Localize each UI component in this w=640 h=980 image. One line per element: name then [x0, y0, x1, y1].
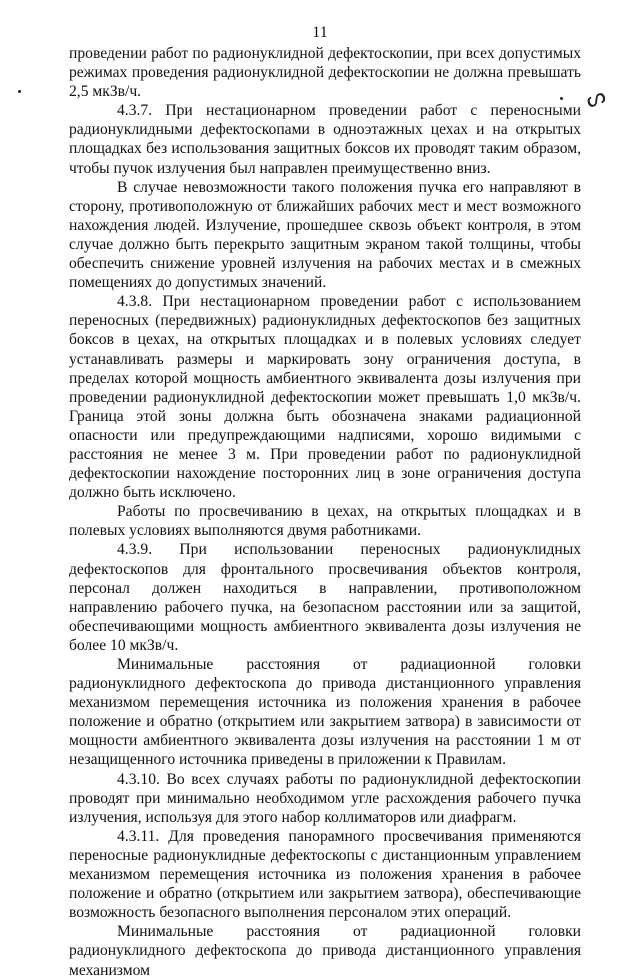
paragraph: В случае невозможности такого положения пучка его направляют в сторону, противоположную от ближайших рабочих мест и мест возможного нахождения людей. Излучение, прошедшее сквозь объект контроля, в этом случае должно быть перекрыто защитным экраном такой толщины, чтобы обеспечить снижение уровней излучения на рабочих местах и в смежных помещениях до допустимых значений. — [69, 178, 581, 292]
paragraph: Минимальные расстояния от радиационной головки радионуклидного дефектоскопа до привода дистанционного управления механизмом перемещения источника из положения хранения в рабочее положение и обратно (открытием или закрытием затвора) в зависимости от мощности амбиентного эквивалента дозы излучения на расстоянии 1 м от незащищенного источника приведены в приложении к Правилам. — [69, 656, 581, 769]
paragraph-continuation: проведении работ по радионуклидной дефектоскопии, при всех допустимых режимах проведения радионуклидной дефектоскопии не должна превышать 2,5 мкЗв/ч. — [69, 45, 581, 101]
handwritten-mark: ᔕ — [582, 83, 610, 114]
paragraph-4-3-11: 4.3.11. Для проведения панорамного просвечивания применяются переносные радионуклидные дефектоскопы с дистанционным управлением механизмом перемещения источника из положения хранения в рабочее положение и обратно (открытием или закрытием затвора), обеспечивающие возможность безопасного выполнения персоналом этих операций. — [69, 827, 581, 922]
page-number: 11 — [312, 24, 328, 41]
scan-dot — [18, 90, 21, 93]
paragraph-4-3-7: 4.3.7. При нестационарном проведении работ с переносными радионуклидными дефектоскопами в одноэтажных цехах и на открытых площадках без использования защитных боксов их проводят таким образом, чтобы пучок излучения был направлен преимущественно вниз. — [69, 102, 581, 177]
paragraph: Работы по просвечиванию в цехах, на открытых площадках и в полевых условиях выполняются двумя работниками. — [69, 503, 581, 540]
document-body — [69, 44, 581, 980]
paragraph-4-3-8: 4.3.8. При нестационарном проведении работ с использованием переносных (передвижных) радионуклидных дефектоскопов без защитных боксов в цехах, на открытых площадках и в полевых условиях следует устанавливать размеры и маркировать зону ограничения доступа, в пределах которой мощность амбиентного эквивалента дозы излучения при проведении радионуклидной дефектоскопии может превышать 1,0 мкЗв/ч. Граница этой зоны должна быть обозначена знаками радиационной опасности или предупреждающими надписями, хорошо видимыми с расстояния не менее 3 м. При проведении работ по радионуклидной дефектоскопии нахождение посторонних лиц в зоне ограничения доступа должно быть исключено. — [69, 293, 581, 502]
paragraph: Минимальные расстояния от радиационной головки радионуклидного дефектоскопа до привода дистанционного управления механизмом — [69, 923, 581, 979]
paragraph-4-3-9: 4.3.9. При использовании переносных радионуклидных дефектоскопов для фронтального просвечивания объектов контроля, персонал должен находиться в направлении, противоположном направлению рабочего пучка, на безопасном расстоянии или за защитой, обеспечивающими мощность амбиентного эквивалента дозы излучения не более 10 мкЗв/ч. — [69, 541, 581, 654]
paragraph-4-3-10: 4.3.10. Во всех случаях работы по радионуклидной дефектоскопии проводят при минимально необходимом угле расхождения рабочего пучка излучения, используя для этого набор коллиматоров или диафрагм. — [69, 770, 581, 826]
